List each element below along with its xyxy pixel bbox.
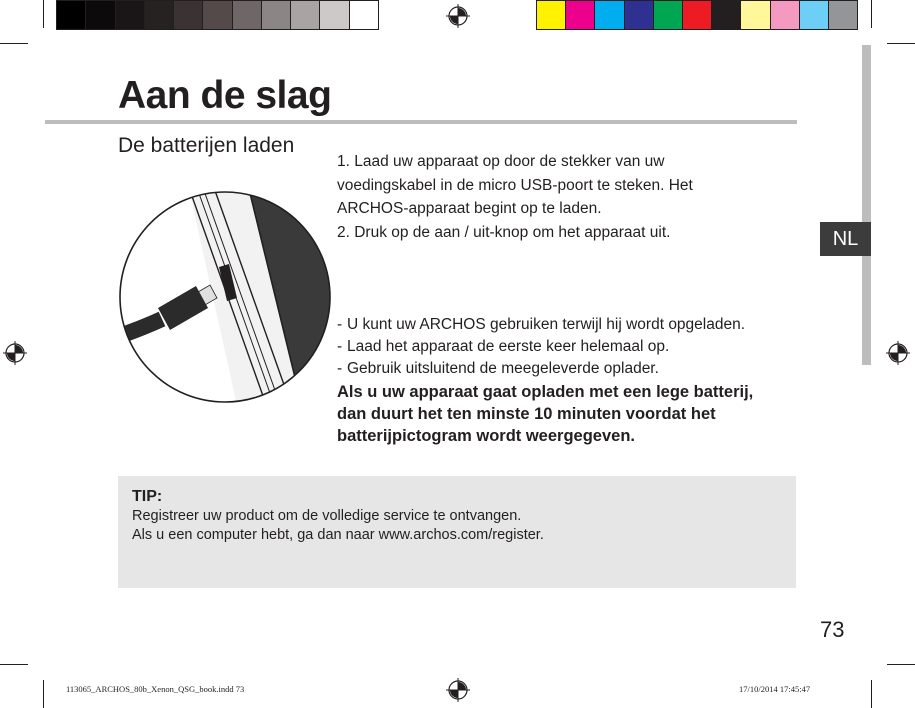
battery-warning [337,381,807,447]
grayscale-bar [56,0,379,30]
color-swatch [829,1,857,29]
color-swatch [262,1,291,29]
title-divider [45,120,797,124]
registration-mark-icon [446,4,470,28]
crop-mark [0,43,28,44]
color-bar [536,0,858,30]
color-swatch [654,1,683,29]
color-swatch [320,1,349,29]
color-swatch [57,1,86,29]
note-text: U kunt uw ARCHOS gebruiken terwijl hij wordt opgeladen. [347,316,746,333]
registration-mark-icon [886,341,910,365]
warning-line: batterijpictogram wordt weergegeven. [337,427,635,445]
color-swatch [233,1,262,29]
color-swatch [712,1,741,29]
section-subtitle: De batterijen laden [118,134,295,157]
color-swatch [86,1,115,29]
dash-marker: - [337,316,343,333]
crop-mark [871,0,872,28]
note-text: Laad het apparaat de eerste keer helemaal op. [347,338,670,355]
color-swatch [145,1,174,29]
language-tab: NL [820,222,871,256]
color-swatch [537,1,566,29]
warning-line: dan duurt het ten minste 10 minuten voordat het [337,405,716,423]
color-swatch [800,1,829,29]
color-swatch [595,1,624,29]
warning-line: Als u uw apparaat gaat opladen met een lege batterij, [337,383,754,401]
dash-marker: - [337,338,343,355]
note-text: Gebruik uitsluitend de meegeleverde oplader. [347,360,659,377]
registration-mark-icon [446,678,470,702]
color-swatch [625,1,654,29]
color-swatch [741,1,770,29]
color-swatch [116,1,145,29]
crop-mark [871,680,872,708]
color-swatch [174,1,203,29]
list-item [337,358,807,380]
color-swatch [350,1,378,29]
list-item [337,314,807,336]
tip-line: Registreer uw product om de volledige service te ontvangen. [132,508,522,524]
charging-notes [337,314,807,447]
color-swatch [203,1,232,29]
side-rule [862,45,871,365]
crop-mark [887,43,915,44]
color-swatch [683,1,712,29]
color-swatch [771,1,800,29]
crop-mark [43,0,44,28]
footer-timestamp: 17/10/2014 17:45:47 [739,684,811,694]
tip-label: TIP: [132,488,163,505]
list-item [337,336,807,358]
registration-mark-icon [3,341,27,365]
charging-steps [337,150,807,244]
color-swatch [566,1,595,29]
charging-illustration-icon [118,190,332,404]
footer-filename: 113065_ARCHOS_80b_Xenon_QSG_book.indd 73 [66,684,245,694]
step-line: 1. Laad uw apparaat op door de stekker van uw [337,153,665,170]
color-swatch [291,1,320,29]
step-line: ARCHOS-apparaat begint op te laden. [337,200,602,217]
crop-mark [0,664,28,665]
tip-line: Als u een computer hebt, ga dan naar www.archos.com/register. [132,527,544,543]
crop-mark [887,664,915,665]
tip-box [118,476,796,588]
crop-mark [43,680,44,708]
page-number: 73 [820,617,845,642]
step-line: 2. Druk op de aan / uit-knop om het apparaat uit. [337,223,671,241]
page-title: Aan de slag [118,74,332,117]
step-line: voedingskabel in de micro USB-poort te steken. Het [337,176,693,194]
dash-marker: - [337,360,343,377]
